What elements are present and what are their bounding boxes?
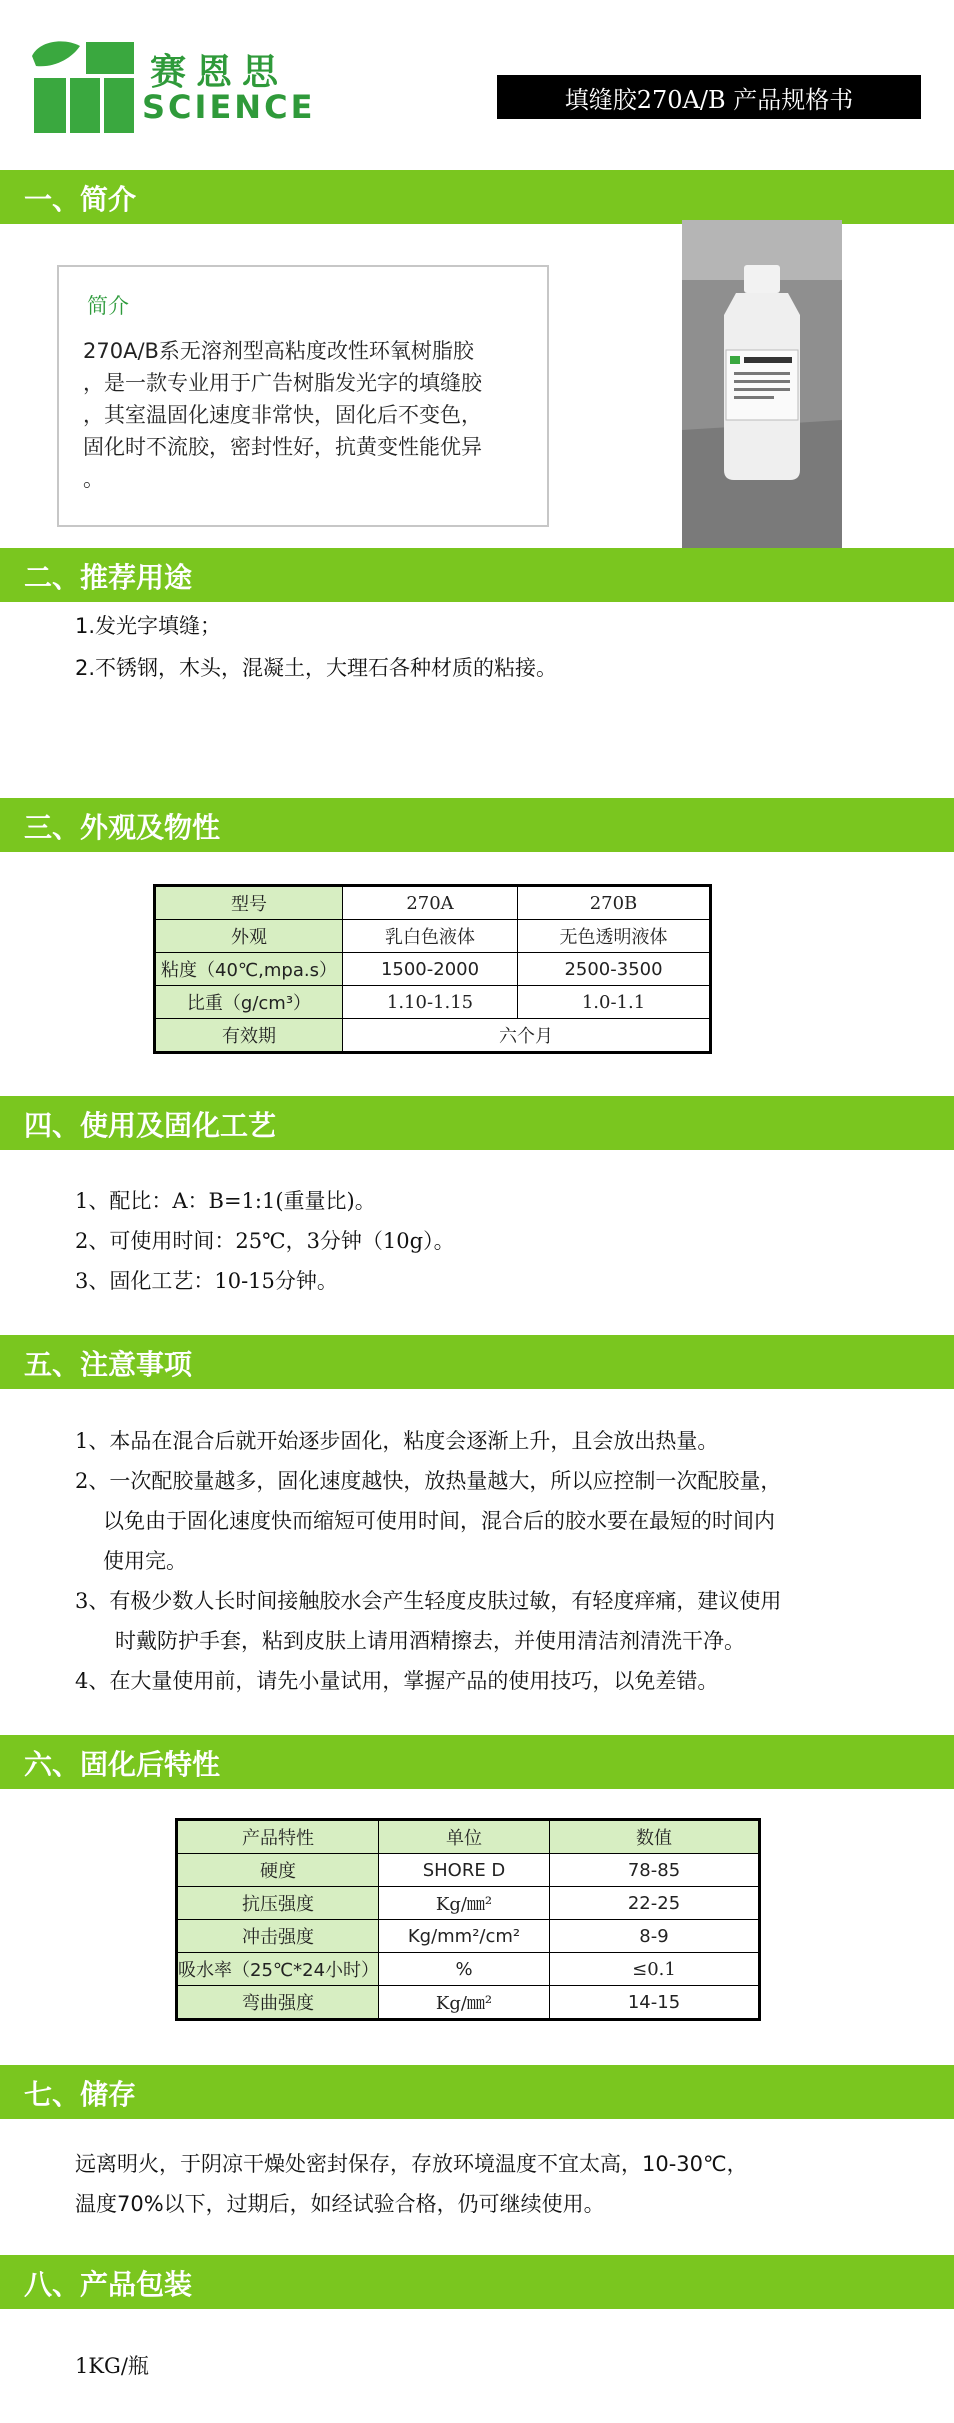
note-line: 4、在大量使用前，请先小量试用，掌握产品的使用技巧，以免差错。 [75, 1669, 719, 1693]
table-cell: 比重（g/cm³） [155, 986, 343, 1019]
note-line: 2、一次配胶量越多，固化速度越快，放热量越大，所以应控制一次配胶量， [75, 1469, 782, 1493]
intro-line: ，其室温固化速度非常快，固化后不变色， [83, 403, 482, 427]
section-title: 二、推荐用途 [24, 561, 193, 594]
table-cell: 无色透明液体 [518, 920, 711, 953]
use-item: 1.发光字填缝； [75, 614, 222, 638]
table-row [155, 953, 711, 986]
storage-line: 温度70%以下，过期后，如经试验合格，仍可继续使用。 [75, 2192, 605, 2216]
table-row [155, 920, 711, 953]
table-cell: % [379, 1953, 550, 1986]
section-title: 七、储存 [24, 2078, 137, 2111]
note-line: 以免由于固化速度快而缩短可使用时间，混合后的胶水要在最短的时间内 [103, 1509, 775, 1533]
properties-table [153, 884, 712, 1054]
table-header-cell: 产品特性 [177, 1820, 379, 1854]
table-cell: 型号 [155, 886, 343, 920]
intro-text [83, 335, 523, 495]
table-cell: 8-9 [550, 1920, 760, 1953]
table-cell: 乳白色液体 [343, 920, 518, 953]
table-cell: 2500-3500 [518, 953, 711, 986]
section-bar-intro [0, 170, 954, 224]
intro-heading: 简介 [87, 294, 129, 318]
table-cell: SHORE D [379, 1854, 550, 1887]
table-cell: 78-85 [550, 1854, 760, 1887]
note-line: 1、本品在混合后就开始逐步固化，粘度会逐渐上升，且会放出热量。 [75, 1429, 719, 1453]
table-cell: 冲击强度 [177, 1920, 379, 1953]
section-bar-process [0, 1096, 954, 1150]
table-header-cell: 数值 [550, 1820, 760, 1854]
note-line: 时戴防护手套，粘到皮肤上请用酒精擦去，并使用清洁剂清洗干净。 [115, 1629, 745, 1653]
section-title: 八、产品包装 [24, 2268, 193, 2301]
product-bottle-photo [682, 220, 842, 550]
intro-line: 270A/B系无溶剂型高粘度改性环氧树脂胶 [83, 339, 474, 363]
table-row [177, 1854, 760, 1887]
table-row [177, 1953, 760, 1986]
use-item: 2.不锈钢，木头，混凝土，大理石各种材质的粘接。 [75, 656, 558, 680]
table-cell: 外观 [155, 920, 343, 953]
process-item: 2、可使用时间：25℃，3分钟（10g）。 [75, 1229, 455, 1253]
table-cell: ≤0.1 [550, 1953, 760, 1986]
brand-name-en: SCIENCE [142, 88, 316, 126]
table-cell: 22-25 [550, 1887, 760, 1920]
note-line: 使用完。 [103, 1549, 187, 1573]
brand-name-cn: 赛恩思 [150, 51, 289, 93]
section-bar-notes [0, 1335, 954, 1389]
cured-properties-table [175, 1818, 761, 2021]
table-row [177, 1920, 760, 1953]
table-row [177, 1986, 760, 2020]
section-bar-packaging [0, 2255, 954, 2309]
section-bar-cured [0, 1735, 954, 1789]
table-cell: Kg/mm²/cm² [379, 1920, 550, 1953]
table-cell: 1500-2000 [343, 953, 518, 986]
table-cell: 有效期 [155, 1019, 343, 1053]
intro-line: ，是一款专业用于广告树脂发光字的填缝胶 [83, 371, 482, 395]
table-row [155, 886, 711, 920]
table-row [155, 1019, 711, 1053]
table-cell: 粘度（40℃,mpa.s） [155, 953, 343, 986]
process-item: 3、固化工艺：10-15分钟。 [75, 1269, 338, 1293]
table-cell: 1.0-1.1 [518, 986, 711, 1019]
table-cell: 弯曲强度 [177, 1986, 379, 2020]
section-title: 一、简介 [24, 183, 137, 216]
section-title: 三、外观及物性 [24, 811, 221, 844]
table-cell: 硬度 [177, 1854, 379, 1887]
table-row [177, 1887, 760, 1920]
leaf-logo-icon [30, 38, 135, 133]
intro-line: 。 [83, 467, 104, 491]
section-title: 五、注意事项 [24, 1348, 193, 1381]
table-cell: 抗压强度 [177, 1887, 379, 1920]
table-cell: 1.10-1.15 [343, 986, 518, 1019]
table-cell: 14-15 [550, 1986, 760, 2020]
document-title: 填缝胶270A/B 产品规格书 [497, 75, 921, 119]
storage-line: 远离明火，于阴凉干燥处密封保存，存放环境温度不宜太高，10-30℃， [75, 2152, 748, 2176]
table-header-cell: 单位 [379, 1820, 550, 1854]
table-cell: 六个月 [343, 1019, 711, 1053]
section-bar-properties [0, 798, 954, 852]
table-row [155, 986, 711, 1019]
section-title: 四、使用及固化工艺 [24, 1109, 277, 1142]
table-cell: 270A [343, 886, 518, 920]
section-bar-uses [0, 548, 954, 602]
table-cell: 270B [518, 886, 711, 920]
process-item: 1、配比：A：B=1:1(重量比)。 [75, 1189, 376, 1213]
section-title: 六、固化后特性 [24, 1748, 221, 1781]
intro-line: 固化时不流胶，密封性好，抗黄变性能优异 [83, 435, 482, 459]
section-bar-storage [0, 2065, 954, 2119]
table-header-row [177, 1820, 760, 1854]
table-cell: Kg/㎜² [379, 1986, 550, 2020]
table-cell: 吸水率（25℃*24小时） [177, 1953, 379, 1986]
note-line: 3、有极少数人长时间接触胶水会产生轻度皮肤过敏，有轻度痒痛，建议使用 [75, 1589, 782, 1613]
table-cell: Kg/㎜² [379, 1887, 550, 1920]
packaging-text: 1KG/瓶 [75, 2354, 149, 2378]
